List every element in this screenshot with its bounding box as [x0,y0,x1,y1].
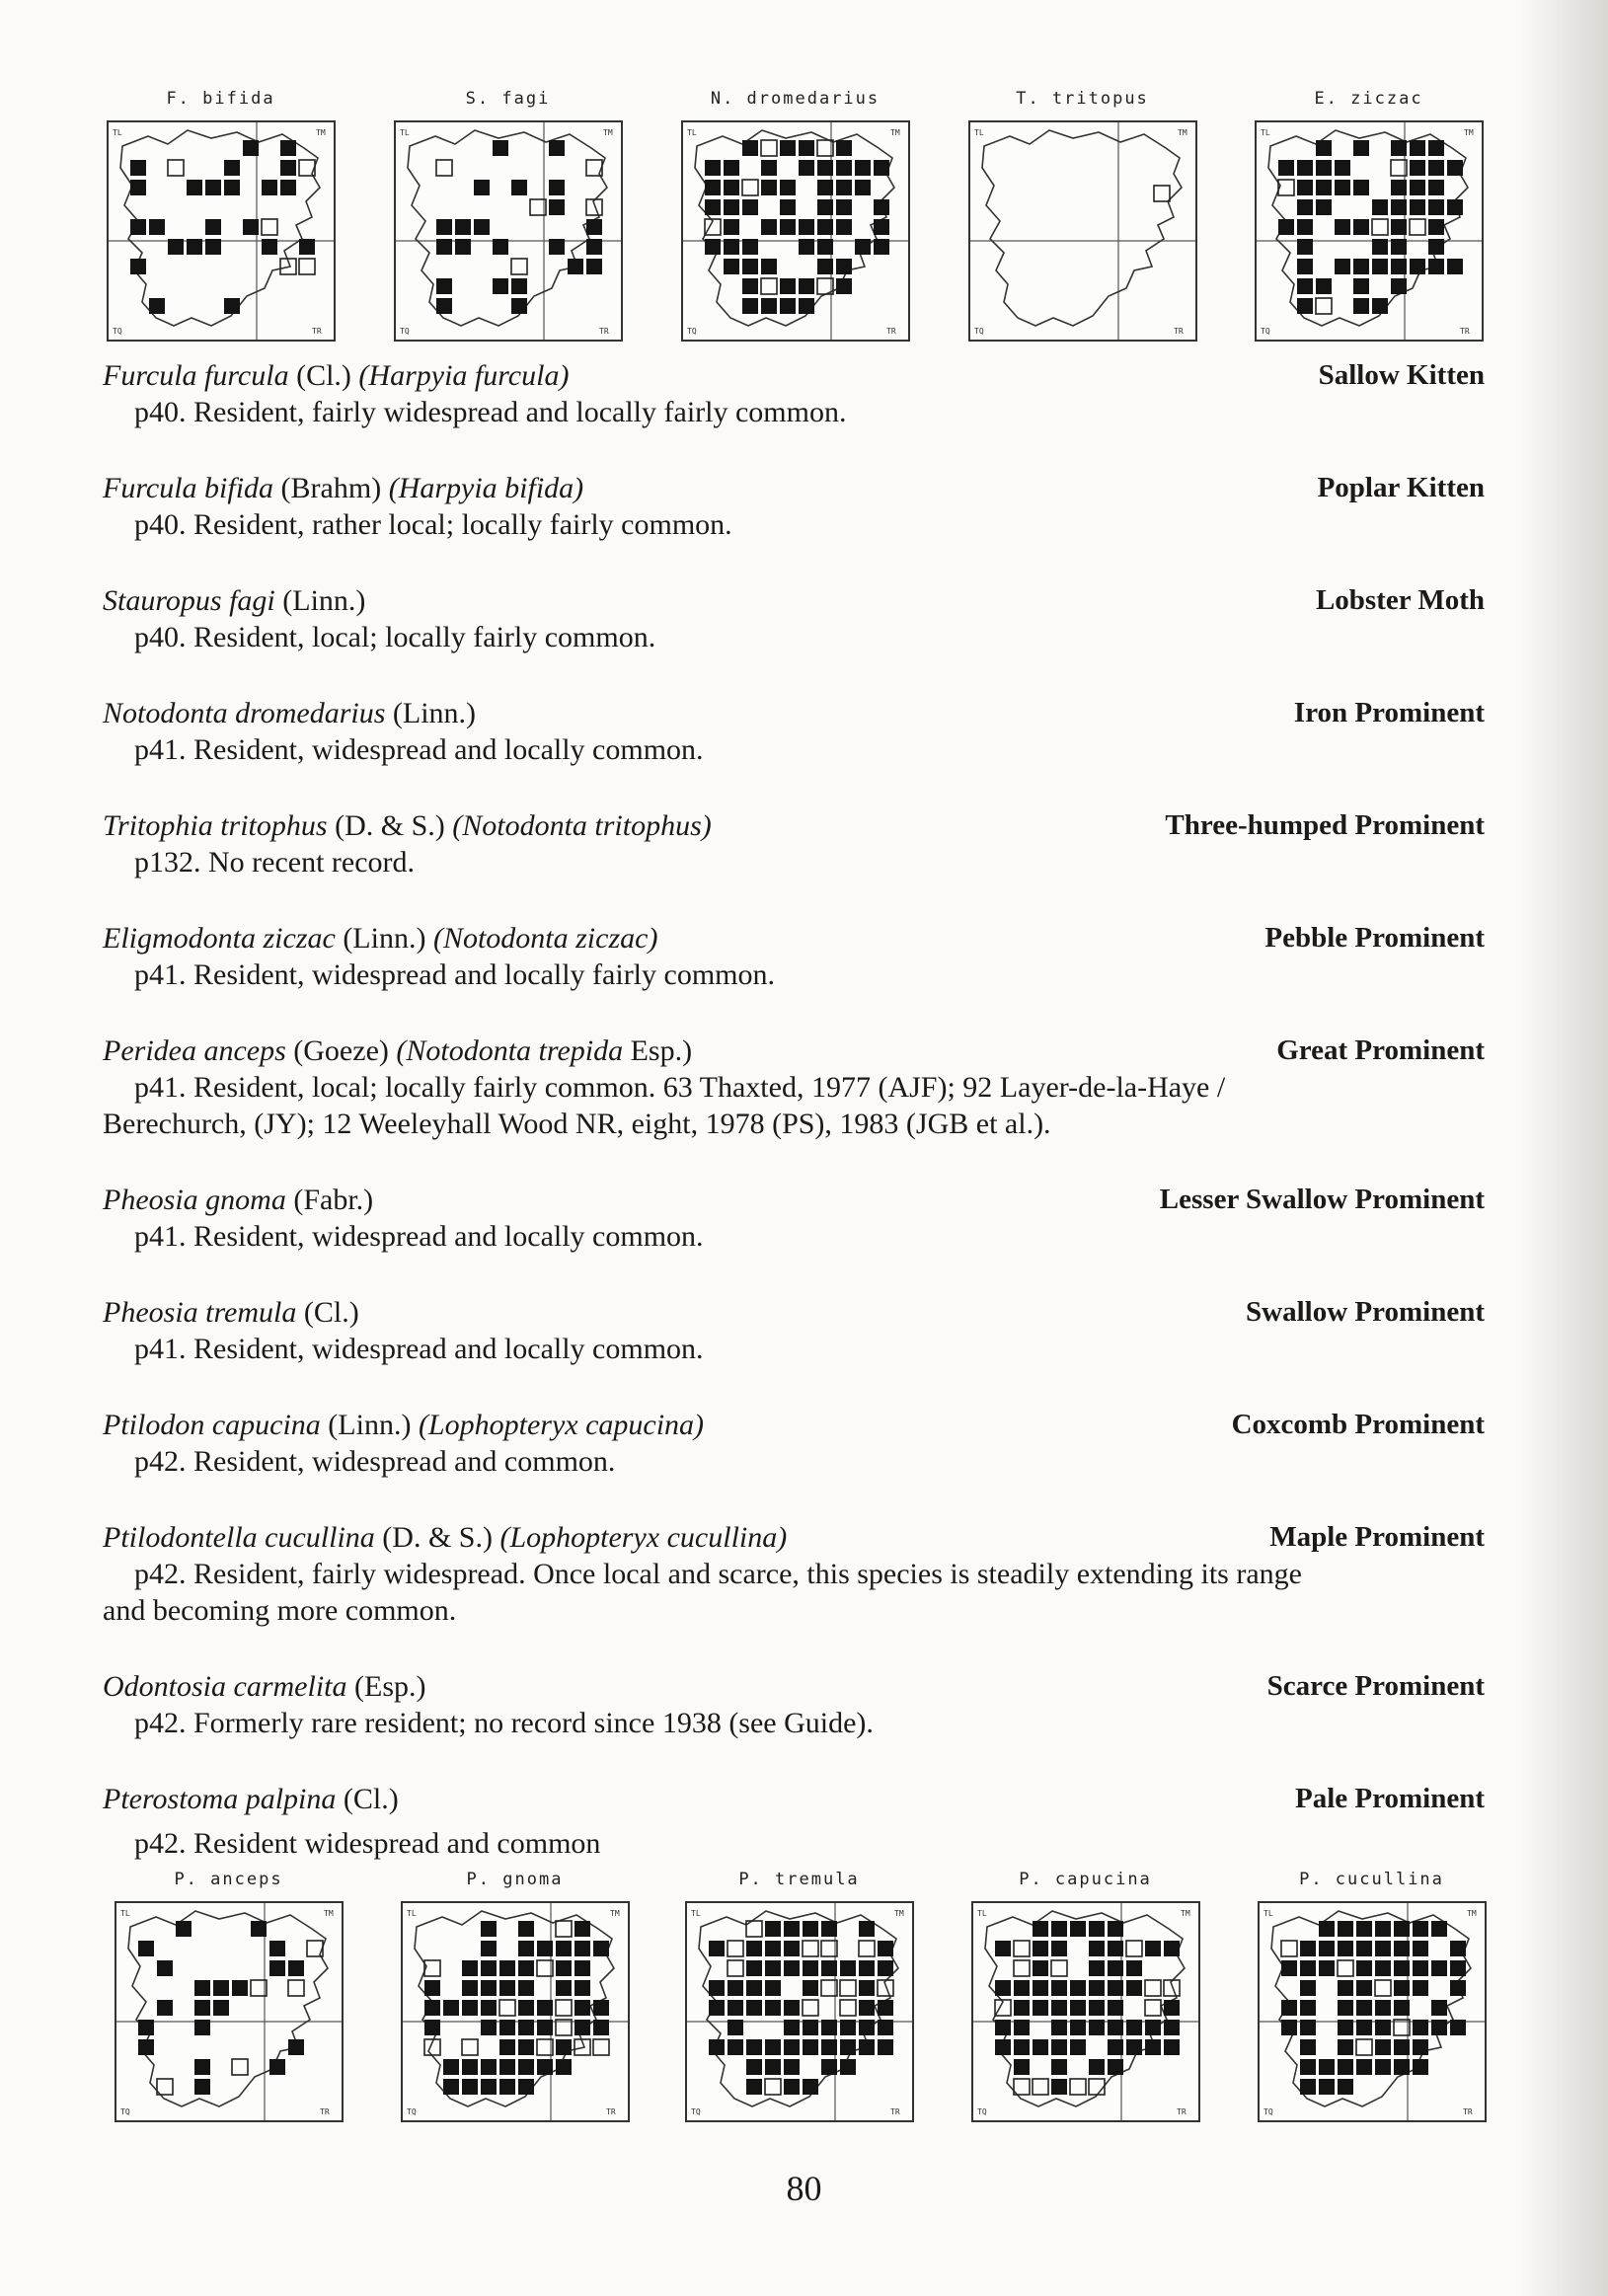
distribution-map [960,89,1204,345]
essex-map-graphic [109,122,334,340]
distribution-map [386,89,630,345]
scientific-name: Pterostoma palpina [103,1783,337,1815]
essex-map-graphic [116,1903,342,2120]
map-frame [401,1901,630,2122]
distribution-map [99,89,343,345]
common-name: Scarce Prominent [1266,1670,1485,1702]
species-entry [103,1781,1485,1862]
map-title: P. anceps [174,1870,283,1889]
species-entry [103,695,1485,768]
map-title: P. cucullina [1299,1870,1444,1889]
species-description-continued: and becoming more common. [103,1594,457,1627]
species-entry [103,807,1485,880]
synonym-author: Esp.) [623,1034,693,1067]
species-entry [103,1294,1485,1367]
map-title: P. gnoma [466,1870,564,1889]
synonym: (Harpyia bifida) [388,472,584,504]
species-entry [103,1407,1485,1480]
synonym: (Lophopteryx cucullina) [499,1521,788,1554]
scientific-name: Furcula bifida [103,472,274,504]
svg-text:TQ: TQ [1263,2107,1273,2116]
author: (D. & S.) [327,809,453,842]
author: (Linn.) [274,584,366,617]
map-frame [1255,120,1484,342]
species-description: p40. Resident, fairly widespread and locally fairly common. [134,396,847,428]
species-entry [103,582,1485,655]
svg-text:TM: TM [1467,1909,1477,1918]
common-name: Coxcomb Prominent [1231,1409,1485,1440]
common-name: Pebble Prominent [1264,922,1485,954]
species-description-continued: Berechurch, (JY); 12 Weeleyhall Wood NR, eight, 1978 (PS), 1983 (JGB et al.). [103,1108,1051,1140]
common-name: Poplar Kitten [1317,472,1485,503]
common-name: Pale Prominent [1295,1783,1485,1814]
page-edge-shadow [1519,0,1608,2296]
common-name: Three-humped Prominent [1165,809,1485,841]
svg-text:TQ: TQ [1261,327,1270,336]
species-description: p42. Resident, fairly widespread. Once local and scarce, this species is steadily extending its range [134,1558,1302,1590]
species-description: p41. Resident, local; locally fairly common. 63 Thaxted, 1977 (AJF); 92 Layer-de-la-Haye / [134,1071,1226,1104]
svg-text:TR: TR [312,327,322,336]
essex-map-graphic [1257,122,1482,340]
svg-text:TL: TL [400,128,410,137]
map-title: F. bifida [166,89,275,109]
species-description: p40. Resident, rather local; locally fairly common. [134,508,732,541]
essex-map-graphic [396,122,621,340]
author: (Cl.) [296,1296,359,1329]
map-title: N. dromedarius [710,89,881,109]
common-name: Swallow Prominent [1246,1296,1485,1328]
map-frame [971,1901,1200,2122]
species-description: p41. Resident, widespread and locally common. [134,1333,704,1365]
synonym: (Lophopteryx capucina) [418,1409,705,1441]
species-description: p132. No recent record. [134,846,416,879]
svg-text:TQ: TQ [687,327,697,336]
scientific-name: Furcula furcula [103,359,289,392]
synonym: (Notodonta ziczac) [432,922,658,955]
species-entry [103,1033,1485,1142]
author: (Goeze) [285,1034,397,1067]
page-number: 80 [786,2169,822,2208]
svg-text:TR: TR [599,327,609,336]
author: (Esp.) [346,1670,426,1703]
svg-text:TQ: TQ [400,327,410,336]
svg-text:TM: TM [894,1909,904,1918]
essex-map-graphic [683,122,908,340]
species-entry [103,1668,1485,1741]
map-title: T. tritopus [1016,89,1149,109]
svg-text:TM: TM [603,128,613,137]
map-frame [968,120,1197,342]
svg-text:TR: TR [1463,2107,1473,2116]
synonym: (Notodonta trepida [396,1034,624,1067]
species-list [103,357,1485,1862]
species-entry [103,357,1485,430]
author: (Cl.) [288,359,359,392]
svg-text:TQ: TQ [691,2107,701,2116]
map-title: P. tremula [738,1870,860,1889]
species-entry [103,1519,1485,1629]
svg-text:TR: TR [320,2107,330,2116]
svg-text:TQ: TQ [974,327,984,336]
author: (D. & S.) [374,1521,500,1554]
map-frame [107,120,336,342]
svg-text:TL: TL [691,1909,701,1918]
author: (Linn.) [320,1409,419,1441]
svg-text:TR: TR [1177,2107,1187,2116]
svg-text:TM: TM [316,128,326,137]
common-name: Lobster Moth [1315,584,1485,616]
essex-map-graphic [970,122,1195,340]
species-entry [103,1182,1485,1255]
svg-text:TL: TL [113,128,122,137]
scientific-name: Ptilodontella cucullina [103,1521,375,1554]
species-description: p41. Resident, widespread and locally fairly common. [134,958,775,991]
svg-text:TM: TM [610,1909,620,1918]
scientific-name: Ptilodon capucina [103,1409,321,1441]
scientific-name: Eligmodonta ziczac [103,922,336,955]
svg-text:TL: TL [1261,128,1270,137]
svg-text:TM: TM [1464,128,1474,137]
species-description: p42. Formerly rare resident; no record since 1938 (see Guide). [134,1707,874,1739]
bottom-map-row [99,1870,1491,2126]
common-name: Sallow Kitten [1318,359,1485,391]
essex-map-graphic [1260,1903,1485,2120]
svg-text:TR: TR [606,2107,616,2116]
distribution-map [1250,1870,1493,2126]
map-title: S. fagi [465,89,551,109]
svg-text:TQ: TQ [977,2107,987,2116]
svg-text:TL: TL [687,128,697,137]
map-title: E. ziczac [1314,89,1423,109]
species-description: p42. Resident, widespread and common. [134,1445,616,1478]
top-map-row [99,89,1491,345]
distribution-map [393,1870,637,2126]
essex-map-graphic [973,1903,1198,2120]
svg-text:TQ: TQ [113,327,122,336]
scientific-name: Tritophia tritophus [103,809,328,842]
author: (Cl.) [336,1783,399,1815]
svg-text:TM: TM [1181,1909,1190,1918]
species-description: p41. Resident, widespread and locally common. [134,1220,704,1253]
scientific-name: Stauropus fagi [103,584,275,617]
svg-text:TL: TL [407,1909,417,1918]
distribution-map [673,89,917,345]
author: (Linn.) [385,697,477,729]
map-frame [681,120,910,342]
scientific-name: Notodonta dromedarius [103,697,386,729]
essex-map-graphic [403,1903,628,2120]
distribution-map [677,1870,921,2126]
svg-text:TQ: TQ [407,2107,417,2116]
map-frame [115,1901,344,2122]
svg-text:TR: TR [886,327,896,336]
species-description: p41. Resident, widespread and locally common. [134,733,704,766]
map-frame [685,1901,914,2122]
map-frame [1258,1901,1487,2122]
distribution-map [963,1870,1207,2126]
author: (Fabr.) [285,1184,374,1216]
scientific-name: Pheosia gnoma [103,1184,286,1216]
svg-text:TL: TL [977,1909,987,1918]
synonym: (Notodonta tritophus) [452,809,712,842]
species-description: p40. Resident, local; locally fairly common. [134,621,656,653]
common-name: Maple Prominent [1269,1521,1485,1553]
svg-text:TR: TR [1460,327,1470,336]
svg-text:TQ: TQ [120,2107,130,2116]
svg-text:TL: TL [974,128,984,137]
author: (Brahm) [273,472,389,504]
svg-text:TR: TR [1174,327,1184,336]
svg-text:TM: TM [1178,128,1187,137]
synonym: (Harpyia furcula) [358,359,570,392]
svg-text:TM: TM [324,1909,334,1918]
common-name: Iron Prominent [1293,697,1485,728]
species-entry [103,920,1485,993]
distribution-map [107,1870,350,2126]
scientific-name: Pheosia tremula [103,1296,297,1329]
map-title: P. capucina [1019,1870,1152,1889]
map-frame [394,120,623,342]
species-entry [103,470,1485,543]
svg-text:TL: TL [1263,1909,1273,1918]
svg-text:TL: TL [120,1909,130,1918]
species-description: p42. Resident widespread and common [134,1827,601,1860]
common-name: Great Prominent [1276,1034,1485,1066]
distribution-map [1247,89,1491,345]
svg-text:TR: TR [890,2107,900,2116]
essex-map-graphic [687,1903,912,2120]
svg-text:TM: TM [890,128,900,137]
author: (Linn.) [335,922,433,955]
scientific-name: Peridea anceps [103,1034,286,1067]
scientific-name: Odontosia carmelita [103,1670,347,1703]
common-name: Lesser Swallow Prominent [1159,1184,1485,1215]
